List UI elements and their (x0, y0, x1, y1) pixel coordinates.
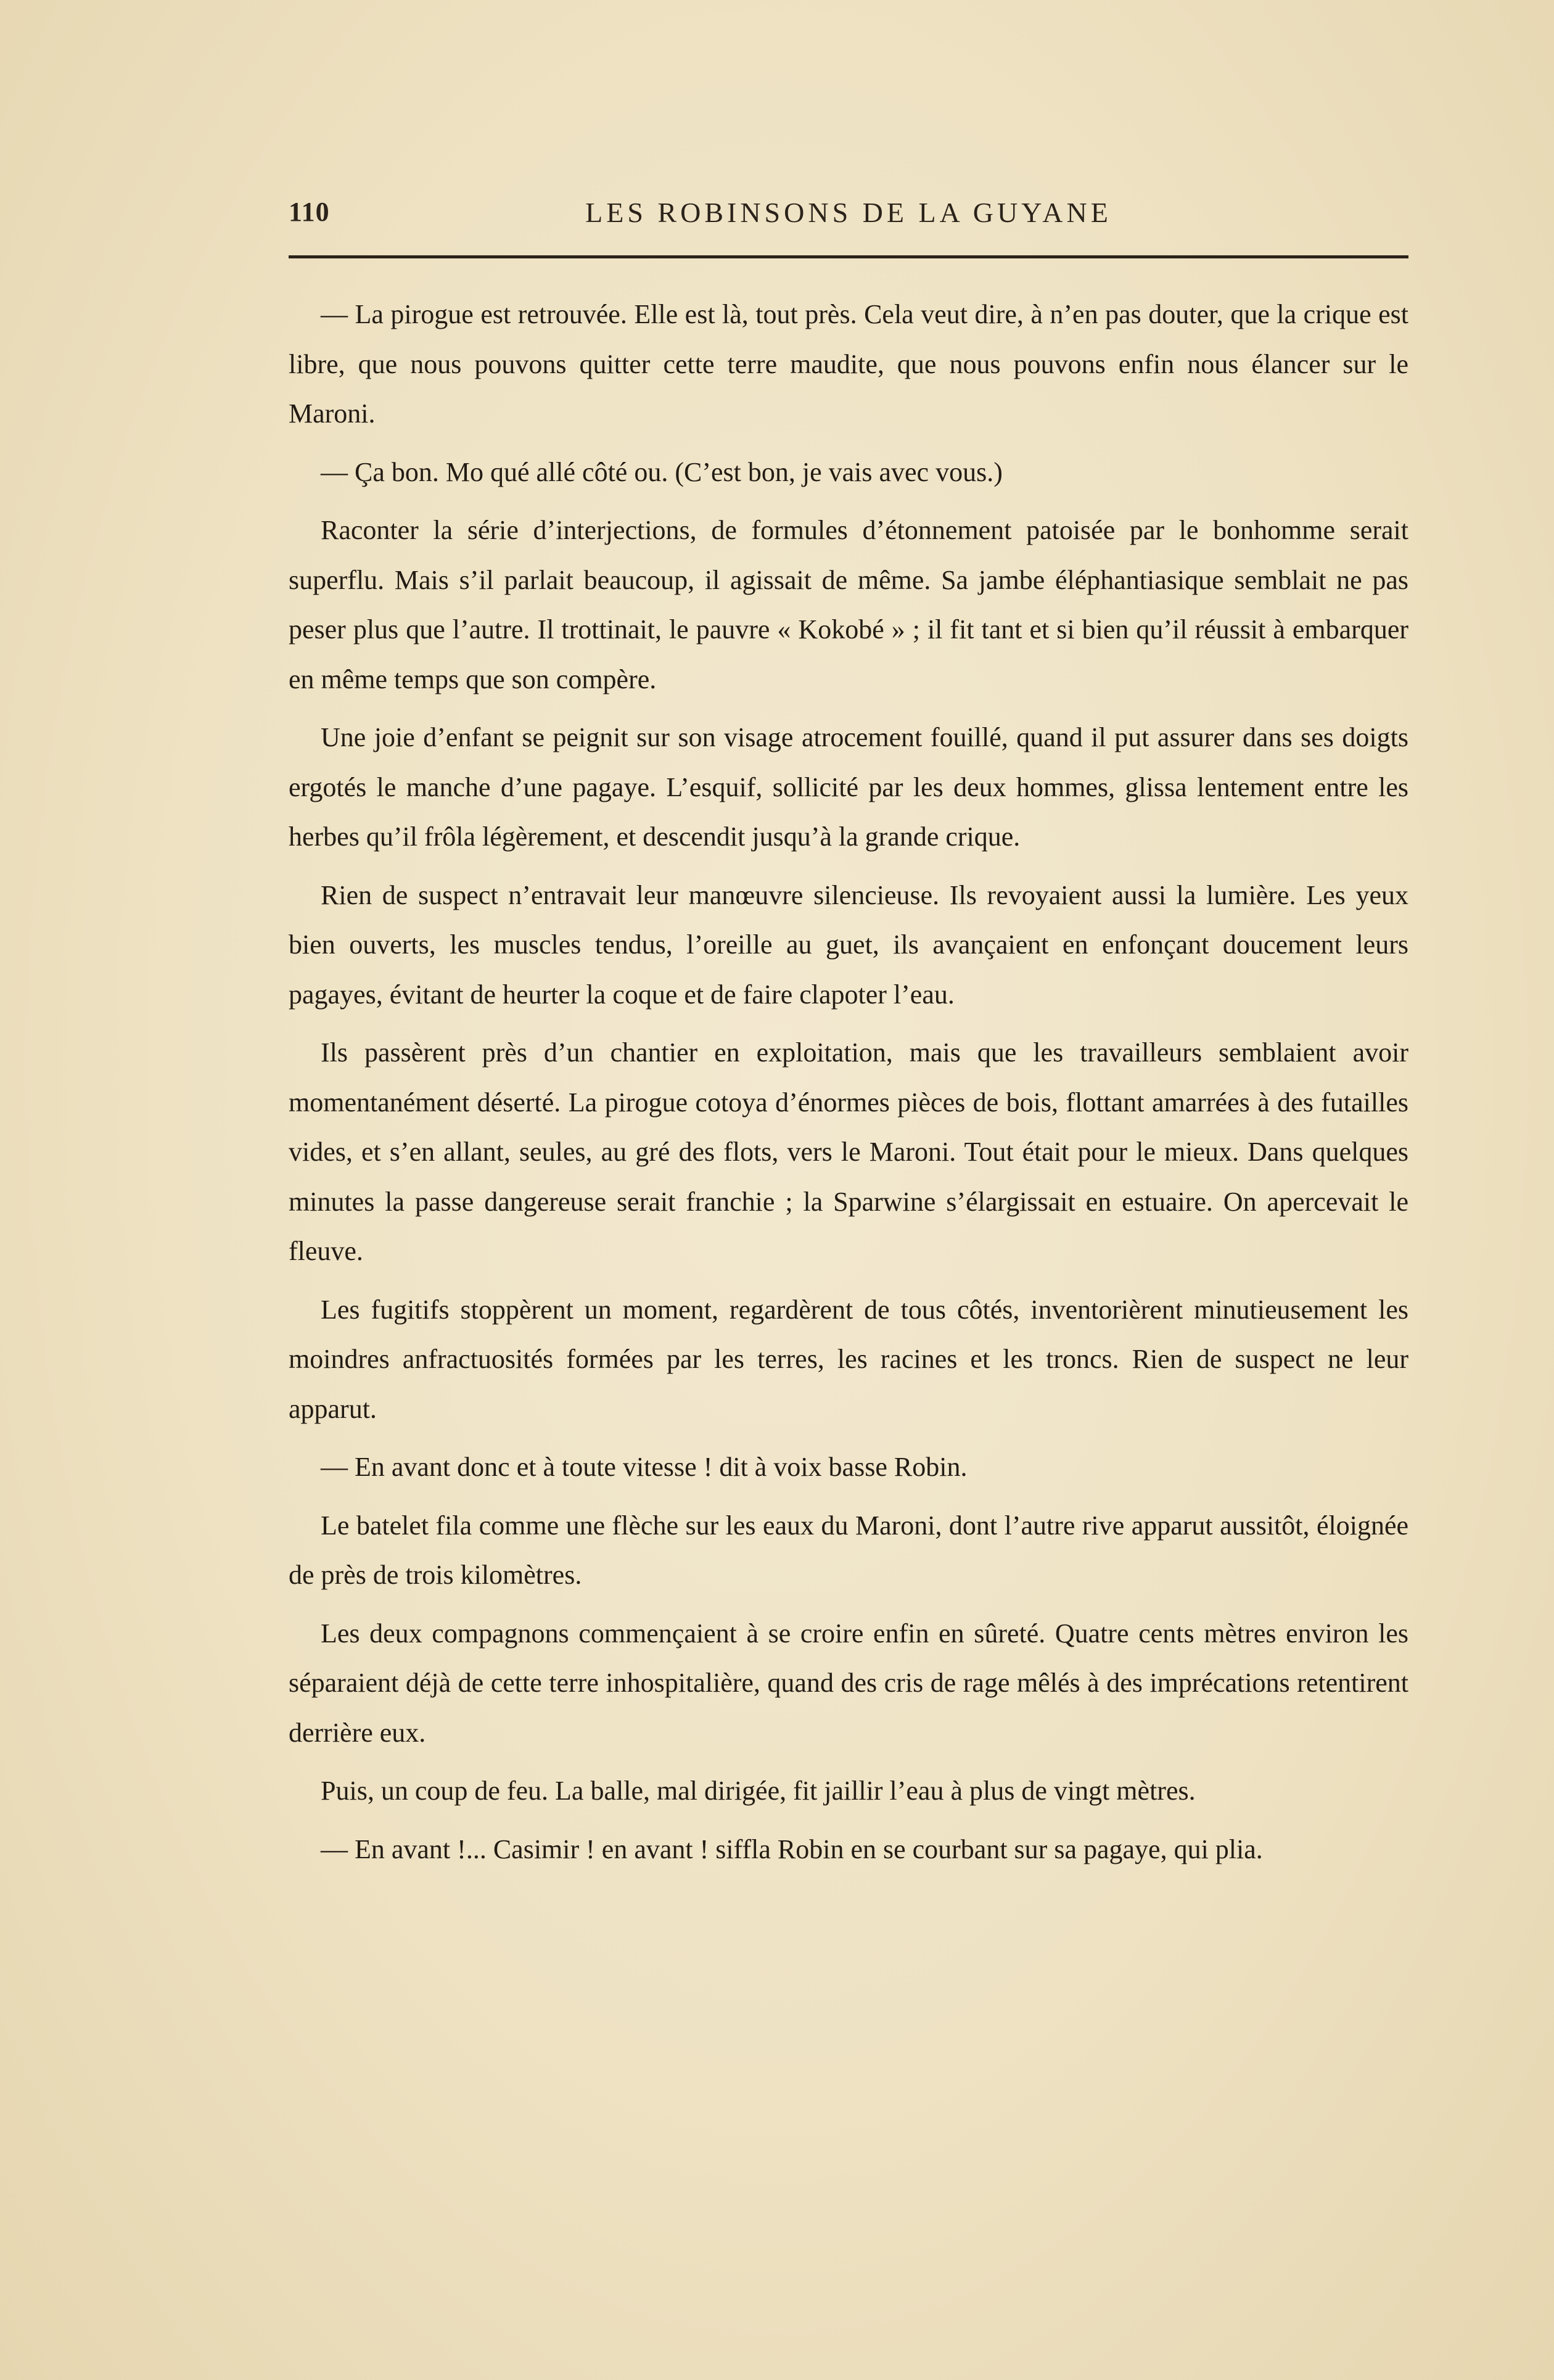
paragraph: Une joie d’enfant se peignit sur son visage atrocement fouillé, quand il put assurer dans ses doigts ergotés le manche d’une pagaye. L’esquif, sollicité par les deux hommes, glissa lentement entre les herbes qu’il frôla légèrement, et descendit jusqu’à la grande crique. (289, 722, 1408, 852)
paragraph: — Ça bon. Mo qué allé côté ou. (C’est bon, je vais avec vous.) (321, 456, 1003, 487)
paragraph: — En avant !... Casimir ! en avant ! siffla Robin en se courbant sur sa pagaye, qui plia. (321, 1834, 1263, 1864)
paragraph: Les deux compagnons commençaient à se croire enfin en sûreté. Quatre cents mètres environ les séparaient déjà de cette terre inhospitalière, quand des cris de rage mêlés à des imprécations retentirent derrière eux. (289, 1618, 1408, 1748)
running-title: LES ROBINSONS DE LA GUYANE (585, 197, 1112, 228)
paragraph: Les fugitifs stoppèrent un moment, regardèrent de tous côtés, inventorièrent minutieusement les moindres anfractuosités formées par les terres, les racines et les troncs. Rien de suspect ne leur apparut. (289, 1294, 1408, 1424)
paragraph: Puis, un coup de feu. La balle, mal dirigée, fit jaillir l’eau à plus de vingt mètres. (321, 1776, 1196, 1806)
paragraph: Ils passèrent près d’un chantier en exploitation, mais que les travailleurs semblaient avoir momentanément déserté. La pirogue cotoya d’énormes pièces de bois, flottant amarrées à des futailles vides, et s’en allant, seules, au gré des flots, vers le Maroni. Tout était pour le mieux. Dans quelques minutes la passe dangereuse serait franchie ; la Sparwine s’élargissait en estuaire. On apercevait le fleuve. (289, 1037, 1408, 1266)
paragraph: — La pirogue est retrouvée. Elle est là, tout près. Cela veut dire, à n’en pas douter, que la crique est libre, que nous pouvons quitter cette terre maudite, que nous pouvons enfin nous élancer sur le Maroni. (289, 299, 1408, 429)
running-head (289, 196, 1408, 239)
paragraph: Raconter la série d’interjections, de formules d’étonnement patoisée par le bonhomme serait superflu. Mais s’il parlait beaucoup, il agissait de même. Sa jambe éléphantiasique semblait ne pas peser plus que l’autre. Il trottinait, le pauvre « Kokobé » ; il fit tant et si bien qu’il réussit à embarquer en même temps que son compère. (289, 515, 1408, 694)
paragraph: Rien de suspect n’entravait leur manœuvre silencieuse. Ils revoyaient aussi la lumière. Les yeux bien ouverts, les muscles tendus, l’oreille au guet, ils avançaient en enfonçant doucement leurs pagayes, évitant de heurter la coque et de faire clapoter l’eau. (289, 879, 1408, 1010)
paragraph: Le batelet fila comme une flèche sur les eaux du Maroni, dont l’autre rive apparut aussitôt, éloignée de près de trois kilomètres. (289, 1510, 1408, 1590)
header-rule (289, 255, 1408, 258)
paragraph: — En avant donc et à toute vitesse ! dit à voix basse Robin. (321, 1452, 968, 1482)
body-text (289, 290, 1408, 1883)
page-number: 110 (289, 197, 330, 227)
